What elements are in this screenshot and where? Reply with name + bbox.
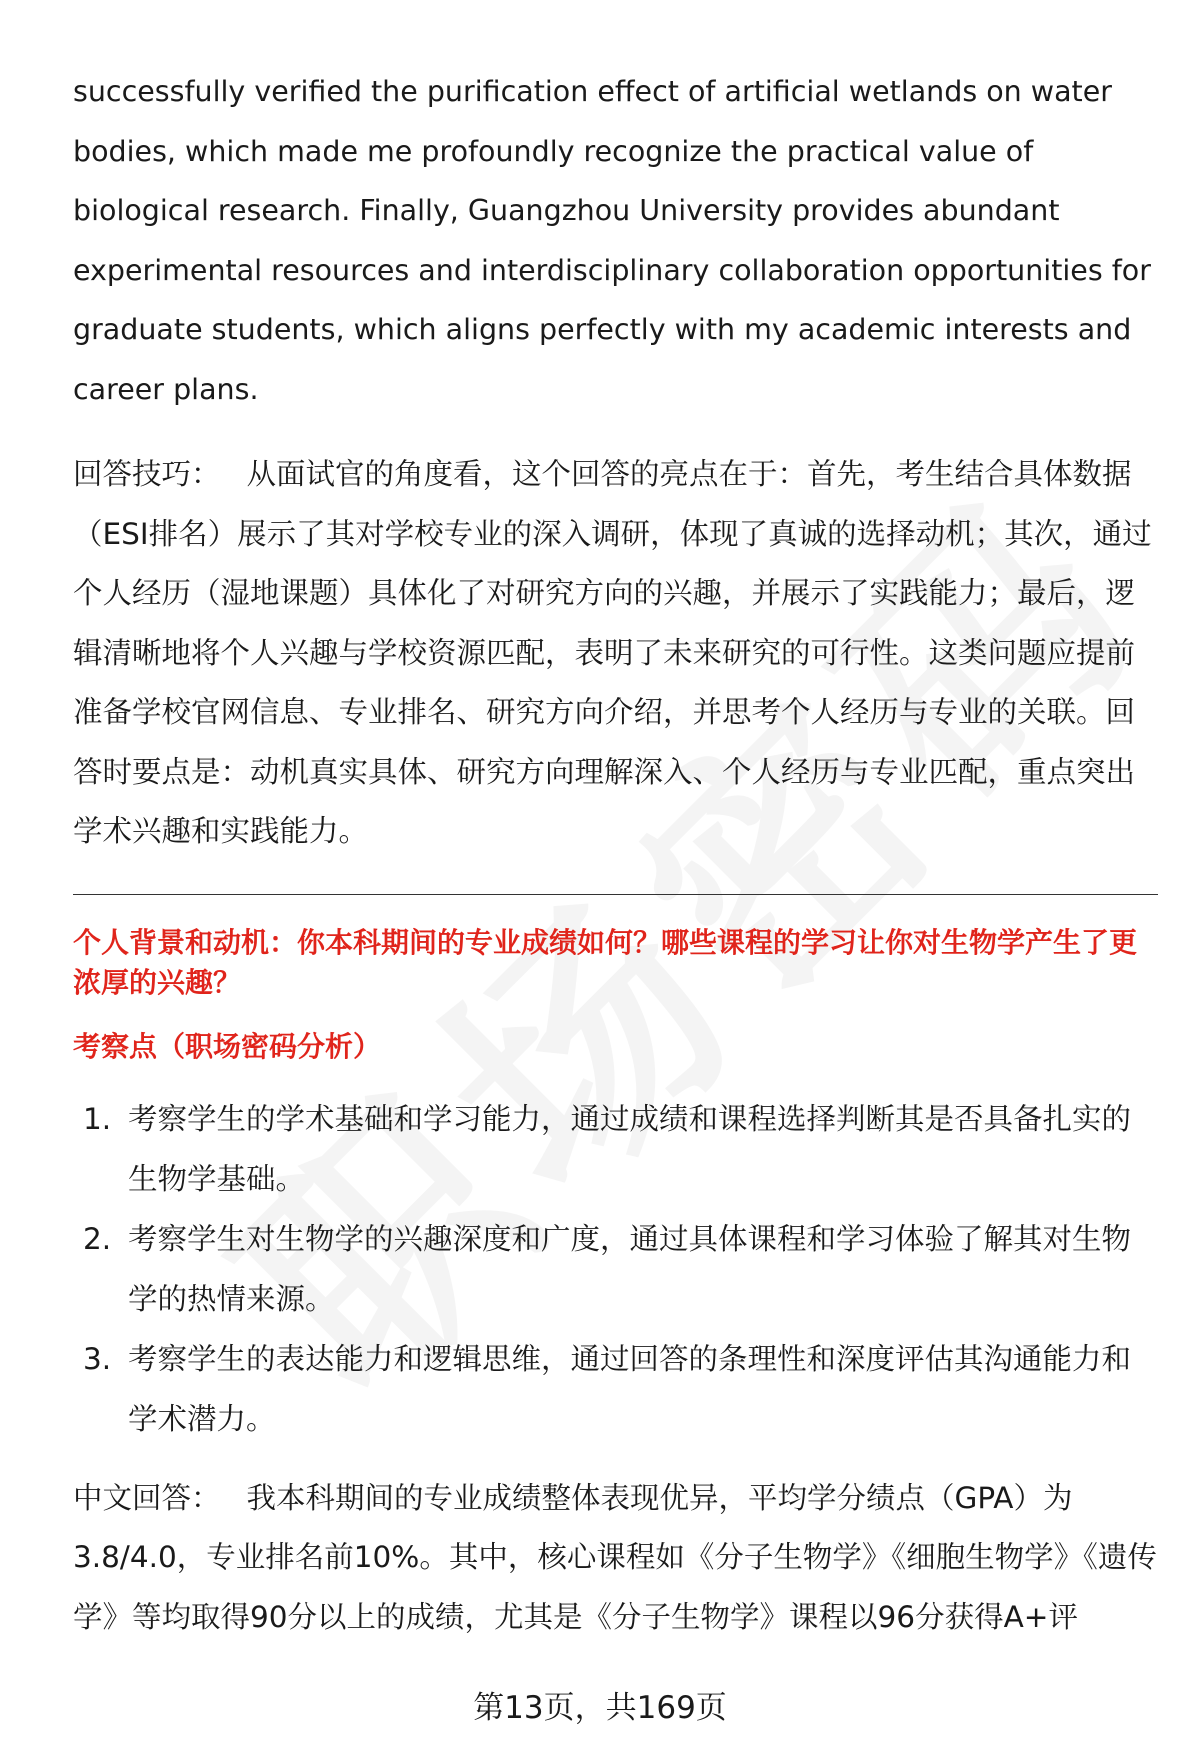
assessment-heading: 考察点（职场密码分析） [73, 1029, 382, 1063]
list-item-number: 3. [83, 1341, 112, 1376]
assessment-list [73, 1089, 1158, 1449]
tips-paragraph [73, 445, 1158, 862]
list-item [73, 1089, 1158, 1209]
question-heading: 个人背景和动机：你本科期间的专业成绩如何？哪些课程的学习让你对生物学产生了更浓厚的兴趣？ [73, 925, 1138, 999]
list-item-text: 考察学生对生物学的兴趣深度和广度，通过具体课程和学习体验了解其对生物学的热情来源。 [128, 1221, 1132, 1316]
answer-label: 中文回答： [73, 1480, 221, 1515]
answer-text: 我本科期间的专业成绩整体表现优异，平均学分绩点（GPA）为3.8/4.0，专业排名前10%。其中，核心课程如《分子生物学》《细胞生物学》《遗传学》等均取得90分以上的成绩，尤其是《分子生物学》课程以96分获得A+评 [73, 1480, 1157, 1634]
list-item-text: 考察学生的表达能力和逻辑思维，通过回答的条理性和深度评估其沟通能力和学术潜力。 [128, 1341, 1132, 1436]
list-item-text: 考察学生的学术基础和学习能力，通过成绩和课程选择判断其是否具备扎实的生物学基础。 [128, 1101, 1132, 1196]
list-item-number: 2. [83, 1221, 112, 1256]
intro-paragraph: successfully verified the purification effect of artificial wetlands on water bodies, which made me profoundly recognize the practical value of biological research. Finally, Guangzhou University provides abundant experimental resources and interdisciplinary collaboration opportunities for graduate students, which aligns perfectly with my academic interests and career plans. [73, 75, 1151, 406]
tips-text: 从面试官的角度看，这个回答的亮点在于：首先，考生结合具体数据（ESI排名）展示了其对学校专业的深入调研，体现了真诚的选择动机；其次，通过个人经历（湿地课题）具体化了对研究方向的兴趣，并展示了实践能力；最后，逻辑清晰地将个人兴趣与学校资源匹配，表明了未来研究的可行性。这类问题应提前准备学校官网信息、专业排名、研究方向介绍，并思考个人经历与专业的关联。回答时要点是：动机真实具体、研究方向理解深入、个人经历与专业匹配，重点突出学术兴趣和实践能力。 [73, 457, 1152, 848]
tips-label: 回答技巧： [73, 457, 221, 491]
list-item [73, 1209, 1158, 1329]
page-content [73, 62, 1158, 1647]
page-number: 第13页，共169页 [473, 1690, 727, 1726]
list-item [73, 1329, 1158, 1449]
section-divider [73, 894, 1158, 895]
list-item-number: 1. [83, 1101, 112, 1136]
answer-paragraph [73, 1469, 1158, 1648]
